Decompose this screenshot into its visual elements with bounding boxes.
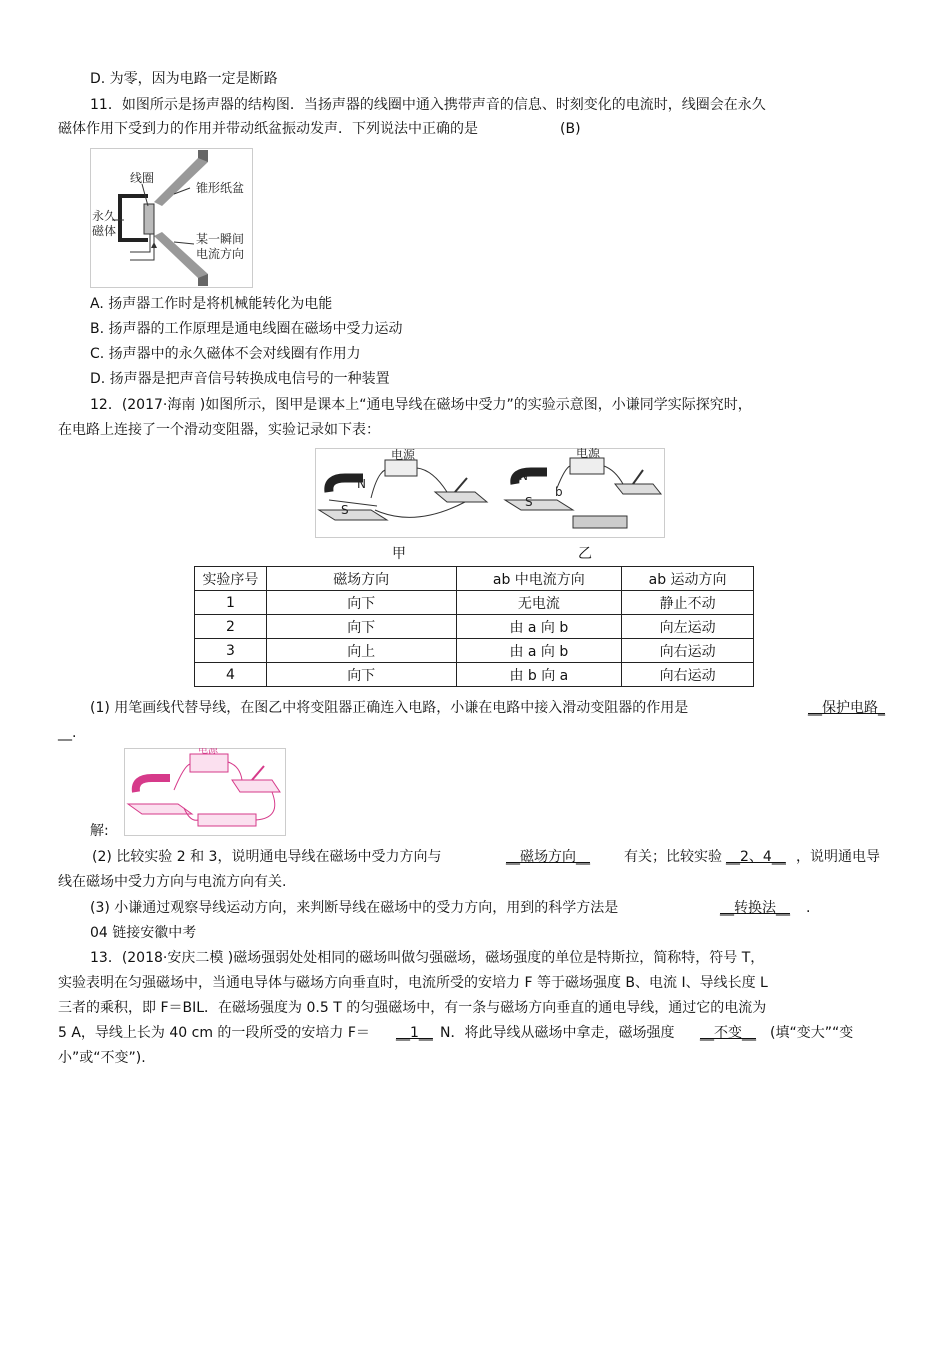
table-cell: 向上: [266, 639, 456, 663]
q11-option-c: C. 扬声器中的永久磁体不会对线圈有作用力: [90, 346, 361, 362]
apparatus-diagram: [315, 448, 665, 538]
q12-part2-line2: 线在磁场中受力方向与电流方向有关.: [58, 874, 287, 890]
solution-figure: [124, 748, 286, 836]
q12-apparatus-figure: [315, 448, 665, 538]
switch-solution: [232, 780, 280, 792]
q10-option-d: D. 为零，因为电路一定是断路: [90, 71, 278, 87]
table-cell: 向左运动: [622, 615, 754, 639]
switch-yi: [615, 484, 661, 494]
table-cell: 静止不动: [622, 591, 754, 615]
q12-part2-c: ，说明通电导: [796, 849, 880, 865]
table-cell: 向下: [266, 615, 456, 639]
label-current-2: 电流方向: [196, 247, 245, 261]
q12-part2-a: (2) 比较实验 2 和 3，说明通电导线在磁场中受力方向与: [92, 849, 442, 865]
q12-part1-tail: __.: [58, 725, 77, 741]
solution-diagram: [124, 748, 286, 836]
table-cell: 向右运动: [622, 663, 754, 687]
q13-line3: 三者的乘积，即 F＝BIL．在磁场强度为 0.5 T 的匀强磁场中，有一条与磁场方向垂直的通电导线，通过它的电流为: [58, 1000, 767, 1016]
label-s-jia: S: [341, 503, 349, 517]
label-current-1: 某一瞬间: [196, 232, 245, 246]
q13-answer1: __1__: [396, 1025, 433, 1041]
table-cell: 无电流: [456, 591, 622, 615]
table-row: [195, 663, 754, 687]
q11-stem-line1: 11．如图所示是扬声器的结构图．当扬声器的线圈中通入携带声音的信息、时刻变化的电流时，线圈会在永久: [90, 97, 766, 113]
label-magnet-2: 磁体: [92, 224, 117, 238]
table-header-cell: 磁场方向: [266, 567, 456, 591]
label-power-jia: 电源: [391, 448, 416, 462]
q12-part2-answer2: __2、4__: [726, 849, 786, 865]
table-cell: 向右运动: [622, 639, 754, 663]
coil: [144, 204, 154, 234]
label-b-yi: b: [555, 485, 563, 499]
q12-part3-answer: __转换法__: [720, 900, 790, 916]
q12-part3-text: (3) 小谦通过观察导线运动方向，来判断导线在磁场中的受力方向，用到的科学方法是: [90, 900, 619, 916]
section-heading: 04 链接安徽中考: [90, 925, 197, 941]
table-cell: 2: [195, 615, 267, 639]
power-supply-solution: [190, 754, 228, 772]
label-magnet-1: 永久: [92, 209, 117, 223]
table-row: [195, 639, 754, 663]
label-n-yi: N: [519, 469, 528, 483]
table-cell: 由 b 向 a: [456, 663, 622, 687]
label-n-jia: N: [357, 477, 366, 491]
q12-part2-answer1: __磁场方向__: [506, 849, 590, 865]
q13-line1: 13．(2018·安庆二模 )磁场强弱处处相同的磁场叫做匀强磁场，磁场强度的单位是特斯拉，简称特，符号 T，: [90, 950, 765, 966]
q12-part3-tail: .: [806, 900, 811, 916]
q13-answer2: __不变__: [700, 1025, 756, 1041]
rheostat-solution: [198, 814, 256, 826]
q13-line5: 小”或“不变”).: [58, 1050, 146, 1066]
q12-stem-line1: 12．(2017·海南 )如图所示，图甲是课本上“通电导线在磁场中受力”的实验示意图，小谦同学实际探究时，: [90, 397, 752, 413]
table-row: [195, 615, 754, 639]
label-cone: 锥形纸盆: [196, 181, 245, 195]
table-header-cell: 实验序号: [195, 567, 267, 591]
rheostat-yi: [573, 516, 627, 528]
label-coil: 线圈: [130, 171, 155, 185]
solution-label: 解:: [90, 823, 109, 839]
q12-part2-b: 有关；比较实验: [624, 849, 722, 865]
table-cell: 由 a 向 b: [456, 615, 622, 639]
speaker-diagram: [90, 148, 253, 288]
experiment-record-table: [194, 566, 754, 687]
q11-option-d: D. 扬声器是把声音信号转换成电信号的一种装置: [90, 371, 390, 387]
label-s-yi: S: [525, 495, 533, 509]
power-supply-yi: [570, 458, 604, 474]
q11-option-b: B. 扬声器的工作原理是通电线圈在磁场中受力运动: [90, 321, 403, 337]
q11-option-a: A. 扬声器工作时是将机械能转化为电能: [90, 296, 333, 312]
power-supply-jia: [385, 460, 417, 476]
q12-part1-text: (1) 用笔画线代替导线，在图乙中将变阻器正确连入电路，小谦在电路中接入滑动变阻器的作用是: [90, 700, 689, 716]
q12-stem-line2: 在电路上连接了一个滑动变阻器，实验记录如下表：: [58, 422, 380, 438]
table-cell: 向下: [266, 663, 456, 687]
table-cell: 1: [195, 591, 267, 615]
table-header-cell: ab 运动方向: [622, 567, 754, 591]
q11-stem-line2: 磁体作用下受到力的作用并带动纸盆振动发声．下列说法中正确的是: [58, 121, 478, 137]
q13-line2: 实验表明在匀强磁场中，当通电导体与磁场方向垂直时，电流所受的安培力 F 等于磁场强度 B、电流 I、导线长度 L: [58, 975, 768, 991]
q13-line4-a: 5 A，导线上长为 40 cm 的一段所受的安培力 F＝: [58, 1025, 370, 1041]
label-power-yi: 电源: [576, 448, 601, 460]
speaker-structure-figure: [90, 148, 253, 288]
table-cell: 由 a 向 b: [456, 639, 622, 663]
table-row: [195, 591, 754, 615]
table-cell: 3: [195, 639, 267, 663]
table-cell: 4: [195, 663, 267, 687]
label-power-solution: 电源: [198, 748, 218, 756]
table-header-row: [195, 567, 754, 591]
q13-line4-b: N．将此导线从磁场中拿走，磁场强度: [440, 1025, 675, 1041]
q13-line4-c: (填“变大”“变: [770, 1025, 854, 1041]
q12-part1-answer: __保护电路_: [808, 700, 885, 716]
table-cell: 向下: [266, 591, 456, 615]
caption-yi: 乙: [578, 546, 592, 562]
caption-jia: 甲: [392, 546, 406, 562]
q11-answer: (B): [560, 121, 581, 137]
table-header-cell: ab 中电流方向: [456, 567, 622, 591]
